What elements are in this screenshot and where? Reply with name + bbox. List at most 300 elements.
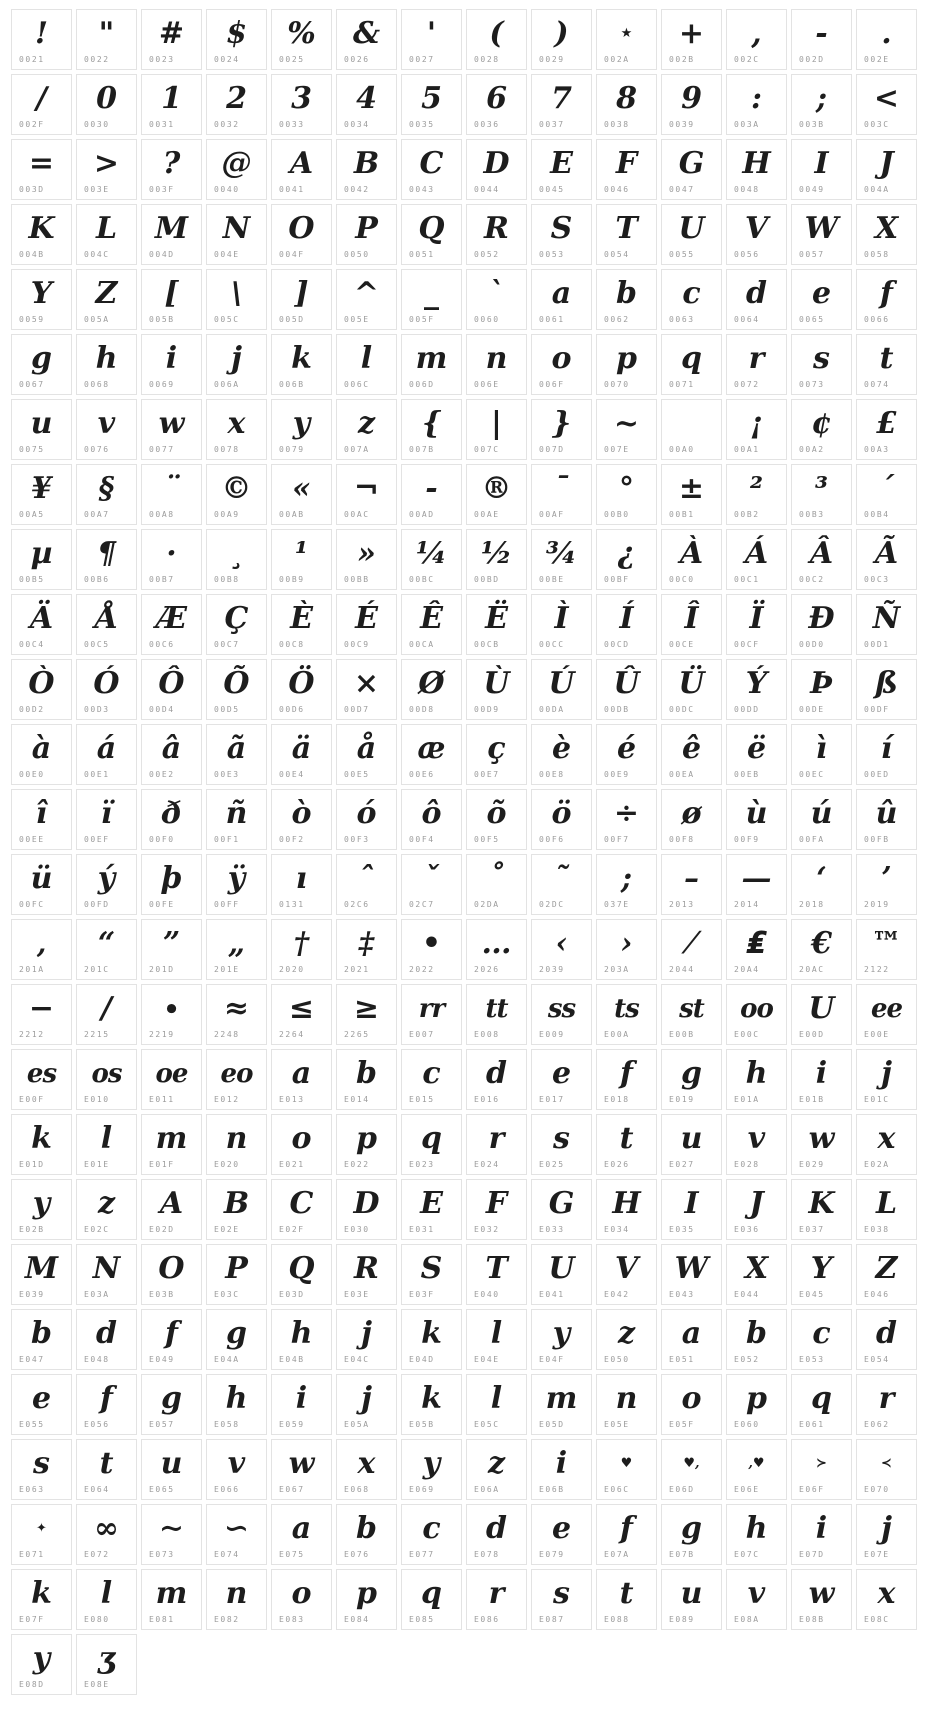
glyph-code-label: 00ED (864, 770, 890, 779)
glyph-code-label: E077 (409, 1550, 435, 1559)
glyph-cell (76, 139, 137, 200)
glyph-cell (11, 399, 72, 460)
glyph-code-label: 00F6 (539, 835, 565, 844)
glyph-cell (401, 74, 462, 135)
glyph-code-label: E01E (84, 1160, 110, 1169)
glyph-cell (856, 1569, 917, 1630)
glyph-code-label: 00C2 (799, 575, 825, 584)
glyph-cell (661, 1439, 722, 1500)
glyph-preview: B (223, 1185, 250, 1221)
glyph-cell (206, 854, 267, 915)
glyph-cell (661, 139, 722, 200)
glyph-cell (76, 789, 137, 850)
glyph-code-label: 00F2 (279, 835, 305, 844)
glyph-cell (271, 919, 332, 980)
glyph-preview: g (226, 1315, 247, 1351)
glyph-code-label: 002E (864, 55, 890, 64)
glyph-code-label: 00A8 (149, 510, 175, 519)
glyph-code-label: 004C (84, 250, 110, 259)
glyph-preview: G (548, 1185, 575, 1221)
glyph-cell (661, 9, 722, 70)
glyph-cell (791, 1049, 852, 1110)
glyph-code-label: E020 (214, 1160, 240, 1169)
glyph-code-label: 00D2 (19, 705, 45, 714)
glyph-cell (271, 1114, 332, 1175)
glyph-code-label: E007 (409, 1030, 435, 1039)
glyph-code-label: 00FF (214, 900, 240, 909)
glyph-preview: ß (875, 665, 898, 701)
glyph-cell (76, 1504, 137, 1565)
glyph-code-label: E085 (409, 1615, 435, 1624)
glyph-preview: V (744, 210, 769, 246)
glyph-preview: g (161, 1380, 182, 1416)
glyph-code-label: 005E (344, 315, 370, 324)
glyph-cell (726, 594, 787, 655)
glyph-cell (336, 139, 397, 200)
glyph-preview: M (24, 1250, 59, 1286)
glyph-cell (271, 1569, 332, 1630)
glyph-preview: d (96, 1315, 117, 1351)
glyph-cell (11, 1114, 72, 1175)
glyph-preview: { (421, 405, 442, 441)
glyph-code-label: 0067 (19, 380, 45, 389)
glyph-preview: ∙ (163, 990, 180, 1026)
glyph-cell (661, 269, 722, 330)
glyph-preview: ♥, (683, 1456, 700, 1471)
glyph-cell (336, 984, 397, 1045)
glyph-preview: L (95, 210, 118, 246)
glyph-cell (726, 269, 787, 330)
glyph-code-label: E058 (214, 1420, 240, 1429)
glyph-cell (336, 1569, 397, 1630)
glyph-cell (596, 9, 657, 70)
glyph-code-label: 00B3 (799, 510, 825, 519)
glyph-code-label: 2248 (214, 1030, 240, 1039)
glyph-code-label: 006A (214, 380, 240, 389)
glyph-preview: h (745, 1055, 768, 1091)
glyph-preview: ù (745, 795, 768, 831)
glyph-code-label: E051 (669, 1355, 695, 1364)
glyph-code-label: 0044 (474, 185, 500, 194)
glyph-cell (336, 74, 397, 135)
glyph-cell (791, 139, 852, 200)
glyph-preview: 8 (616, 80, 637, 116)
glyph-preview: ? (162, 145, 181, 181)
glyph-cell (76, 1374, 137, 1435)
glyph-preview: ' (426, 15, 437, 51)
glyph-cell (141, 1244, 202, 1305)
glyph-code-label: 2044 (669, 965, 695, 974)
glyph-code-label: 00CF (734, 640, 760, 649)
glyph-cell (596, 594, 657, 655)
glyph-cell (206, 984, 267, 1045)
glyph-preview: ‹ (555, 925, 568, 961)
glyph-code-label: 0029 (539, 55, 565, 64)
glyph-code-label: 00B7 (149, 575, 175, 584)
glyph-preview: U (548, 1250, 575, 1286)
glyph-code-label: 00D4 (149, 705, 175, 714)
glyph-cell (531, 1179, 592, 1240)
glyph-code-label: 2019 (864, 900, 890, 909)
glyph-code-label: 0068 (84, 380, 110, 389)
glyph-preview: • (421, 925, 442, 961)
glyph-preview: ts (614, 993, 639, 1024)
glyph-preview: z (617, 1315, 636, 1351)
glyph-preview: 4 (356, 80, 377, 116)
glyph-cell (271, 1504, 332, 1565)
glyph-preview: Ð (808, 600, 835, 636)
glyph-code-label: 00F4 (409, 835, 435, 844)
glyph-code-label: 00CC (539, 640, 565, 649)
glyph-cell (11, 984, 72, 1045)
glyph-code-label: 00DF (864, 705, 890, 714)
glyph-preview: c (422, 1510, 441, 1546)
glyph-preview: D (353, 1185, 380, 1221)
glyph-code-label: E015 (409, 1095, 435, 1104)
glyph-code-label: 0040 (214, 185, 240, 194)
glyph-cell (726, 1309, 787, 1370)
glyph-preview: g (681, 1055, 702, 1091)
glyph-code-label: 00FC (19, 900, 45, 909)
glyph-code-label: 00D6 (279, 705, 305, 714)
glyph-code-label: 0046 (604, 185, 630, 194)
glyph-cell (76, 594, 137, 655)
glyph-preview: s (33, 1445, 50, 1481)
glyph-preview: ä (291, 730, 312, 766)
glyph-cell (271, 854, 332, 915)
glyph-code-label: 00EB (734, 770, 760, 779)
glyph-code-label: 002B (669, 55, 695, 64)
glyph-code-label: E02A (864, 1160, 890, 1169)
glyph-code-label: 00D8 (409, 705, 435, 714)
glyph-code-label: 00E8 (539, 770, 565, 779)
glyph-cell (726, 1504, 787, 1565)
glyph-code-label: 00F3 (344, 835, 370, 844)
glyph-code-label: 2215 (84, 1030, 110, 1039)
glyph-cell (141, 334, 202, 395)
glyph-code-label: E07D (799, 1550, 825, 1559)
glyph-preview: g (681, 1510, 702, 1546)
glyph-cell (206, 464, 267, 525)
glyph-preview: ð (161, 795, 182, 831)
glyph-cell (596, 1114, 657, 1175)
glyph-preview: Ò (28, 665, 55, 701)
glyph-preview: T (485, 1250, 508, 1286)
glyph-preview: R (354, 1250, 379, 1286)
glyph-code-label: 0079 (279, 445, 305, 454)
glyph-preview: u (30, 405, 53, 441)
glyph-code-label: 00CE (669, 640, 695, 649)
glyph-code-label: E047 (19, 1355, 45, 1364)
glyph-cell (76, 984, 137, 1045)
glyph-code-label: E00A (604, 1030, 630, 1039)
glyph-cell (336, 1179, 397, 1240)
glyph-code-label: 00AC (344, 510, 370, 519)
glyph-cell (401, 1179, 462, 1240)
glyph-code-label: 00C5 (84, 640, 110, 649)
glyph-cell (466, 854, 527, 915)
glyph-code-label: E067 (279, 1485, 305, 1494)
glyph-code-label: E06F (799, 1485, 825, 1494)
glyph-code-label: 00EA (669, 770, 695, 779)
glyph-code-label: 00FE (149, 900, 175, 909)
glyph-code-label: 02C6 (344, 900, 370, 909)
glyph-preview: Ï (749, 600, 764, 636)
glyph-preview: X (744, 1250, 769, 1286)
glyph-preview: ³ (814, 470, 829, 506)
glyph-cell (76, 659, 137, 720)
glyph-preview: Y (30, 275, 53, 311)
glyph-code-label: 0057 (799, 250, 825, 259)
glyph-cell (661, 399, 722, 460)
glyph-code-label: E027 (669, 1160, 695, 1169)
glyph-cell (531, 919, 592, 980)
glyph-preview: y (552, 1315, 571, 1351)
glyph-cell (271, 724, 332, 785)
glyph-code-label: 00A2 (799, 445, 825, 454)
glyph-preview: ² (749, 470, 764, 506)
glyph-preview: r (488, 1575, 505, 1611)
glyph-cell (271, 1244, 332, 1305)
glyph-code-label: E021 (279, 1160, 305, 1169)
glyph-cell (271, 74, 332, 135)
glyph-code-label: E07A (604, 1550, 630, 1559)
glyph-code-label: 0051 (409, 250, 435, 259)
glyph-code-label: E024 (474, 1160, 500, 1169)
glyph-code-label: 2021 (344, 965, 370, 974)
glyph-cell (531, 1374, 592, 1435)
glyph-code-label: E054 (864, 1355, 890, 1364)
glyph-cell (141, 1569, 202, 1630)
glyph-preview: c (682, 275, 701, 311)
glyph-code-label: E05A (344, 1420, 370, 1429)
glyph-preview: ê (681, 730, 702, 766)
glyph-code-label: 0024 (214, 55, 240, 64)
glyph-preview: os (91, 1058, 122, 1089)
glyph-cell (726, 9, 787, 70)
glyph-preview: A (289, 145, 314, 181)
glyph-preview: U (808, 990, 835, 1026)
glyph-preview: @ (221, 145, 252, 181)
glyph-cell (856, 464, 917, 525)
glyph-preview: ½ (480, 535, 513, 571)
glyph-cell (791, 1439, 852, 1500)
glyph-cell (271, 1179, 332, 1240)
glyph-cell (76, 1179, 137, 1240)
glyph-cell (11, 1569, 72, 1630)
glyph-preview: - (815, 15, 828, 51)
glyph-preview: ∞ (94, 1510, 119, 1546)
glyph-preview: ⁄ (688, 925, 694, 961)
glyph-code-label: 00BC (409, 575, 435, 584)
glyph-cell (336, 1374, 397, 1435)
glyph-cell (596, 204, 657, 265)
glyph-preview: ≺ (881, 1456, 892, 1471)
glyph-preview: ≻ (816, 1456, 827, 1471)
glyph-preview: Ê (420, 600, 443, 636)
glyph-preview: x (877, 1120, 896, 1156)
glyph-cell (466, 74, 527, 135)
glyph-cell (336, 1244, 397, 1305)
glyph-preview: i (815, 1055, 828, 1091)
glyph-preview: k (31, 1575, 52, 1611)
glyph-code-label: 2026 (474, 965, 500, 974)
glyph-code-label: 0034 (344, 120, 370, 129)
glyph-code-label: 2014 (734, 900, 760, 909)
glyph-preview: o (291, 1575, 312, 1611)
glyph-code-label: 00F7 (604, 835, 630, 844)
glyph-cell (141, 659, 202, 720)
glyph-preview: 6 (486, 80, 507, 116)
glyph-cell (791, 854, 852, 915)
glyph-preview: e (551, 1055, 572, 1091)
glyph-code-label: 00E1 (84, 770, 110, 779)
glyph-preview: , (751, 15, 762, 51)
glyph-preview: v (747, 1575, 766, 1611)
glyph-preview: Â (809, 535, 834, 571)
glyph-code-label: 2013 (669, 900, 695, 909)
glyph-preview: x (357, 1445, 376, 1481)
glyph-preview: 7 (551, 80, 572, 116)
glyph-code-label: 007D (539, 445, 565, 454)
glyph-code-label: E01C (864, 1095, 890, 1104)
glyph-preview: ‚ (36, 925, 47, 961)
glyph-preview: Í (619, 600, 634, 636)
glyph-cell (531, 204, 592, 265)
glyph-cell (726, 659, 787, 720)
glyph-code-label: E025 (539, 1160, 565, 1169)
glyph-cell (661, 659, 722, 720)
glyph-cell (596, 529, 657, 590)
glyph-cell (76, 269, 137, 330)
glyph-code-label: E08E (84, 1680, 110, 1689)
glyph-cell (11, 204, 72, 265)
glyph-cell (466, 1114, 527, 1175)
glyph-preview: ≈ (223, 990, 250, 1026)
glyph-cell (531, 789, 592, 850)
glyph-code-label: E018 (604, 1095, 630, 1104)
glyph-cell (531, 1049, 592, 1110)
glyph-cell (856, 659, 917, 720)
glyph-code-label: E035 (669, 1225, 695, 1234)
glyph-preview: a (291, 1055, 312, 1091)
glyph-preview: a (291, 1510, 312, 1546)
glyph-code-label: 00A0 (669, 445, 695, 454)
glyph-preview: ( (489, 15, 504, 51)
glyph-preview: ™ (871, 925, 902, 961)
glyph-code-label: 00C9 (344, 640, 370, 649)
glyph-cell (11, 1374, 72, 1435)
glyph-cell (401, 529, 462, 590)
glyph-preview: x (877, 1575, 896, 1611)
glyph-preview: ) (554, 15, 569, 51)
glyph-cell (596, 1179, 657, 1240)
glyph-cell (466, 1504, 527, 1565)
glyph-cell (856, 1374, 917, 1435)
glyph-code-label: E048 (84, 1355, 110, 1364)
glyph-cell (206, 529, 267, 590)
glyph-preview: [ (164, 275, 179, 311)
glyph-cell (11, 1439, 72, 1500)
glyph-cell (531, 139, 592, 200)
glyph-cell (206, 1114, 267, 1175)
glyph-code-label: 00FA (799, 835, 825, 844)
glyph-preview: ¸ (229, 535, 244, 571)
glyph-cell (791, 919, 852, 980)
glyph-cell (856, 399, 917, 460)
glyph-code-label: 00B0 (604, 510, 630, 519)
glyph-cell (531, 984, 592, 1045)
glyph-code-label: E06E (734, 1485, 760, 1494)
glyph-code-label: E032 (474, 1225, 500, 1234)
glyph-code-label: 0064 (734, 315, 760, 324)
glyph-code-label: 00B9 (279, 575, 305, 584)
glyph-code-label: 002D (799, 55, 825, 64)
glyph-code-label: E07E (864, 1550, 890, 1559)
glyph-cell (856, 204, 917, 265)
glyph-preview: oo (740, 993, 773, 1024)
glyph-preview: ¹ (294, 535, 309, 571)
glyph-cell (531, 1439, 592, 1500)
glyph-preview: 2 (226, 80, 247, 116)
glyph-code-label: E04E (474, 1355, 500, 1364)
glyph-preview: ¢ (811, 405, 832, 441)
glyph-code-label: 002A (604, 55, 630, 64)
glyph-cell (206, 594, 267, 655)
glyph-preview: - (425, 470, 438, 506)
glyph-cell (76, 9, 137, 70)
glyph-cell (791, 399, 852, 460)
glyph-code-label: 0021 (19, 55, 45, 64)
glyph-cell (271, 269, 332, 330)
glyph-preview: = (28, 145, 55, 181)
glyph-cell (206, 139, 267, 200)
glyph-code-label: E066 (214, 1485, 240, 1494)
glyph-cell (336, 1114, 397, 1175)
glyph-preview: r (878, 1380, 895, 1416)
glyph-preview: ã (226, 730, 247, 766)
glyph-preview: j (361, 1315, 372, 1351)
glyph-cell (141, 594, 202, 655)
glyph-code-label: 00E2 (149, 770, 175, 779)
glyph-preview: á (96, 730, 117, 766)
glyph-code-label: 02DC (539, 900, 565, 909)
glyph-preview: f (100, 1380, 113, 1416)
glyph-cell (856, 9, 917, 70)
glyph-code-label: 00DE (799, 705, 825, 714)
glyph-preview: ≤ (288, 990, 315, 1026)
glyph-code-label: E080 (84, 1615, 110, 1624)
glyph-code-label: E00D (799, 1030, 825, 1039)
glyph-code-label: 201A (19, 965, 45, 974)
glyph-preview: ¬ (353, 470, 380, 506)
glyph-preview: æ (417, 730, 446, 766)
glyph-preview: × (353, 665, 380, 701)
glyph-preview: € (811, 925, 832, 961)
glyph-code-label: 00D1 (864, 640, 890, 649)
glyph-code-label: 00AE (474, 510, 500, 519)
glyph-cell (726, 204, 787, 265)
glyph-code-label: 0077 (149, 445, 175, 454)
glyph-preview: Ó (93, 665, 120, 701)
glyph-preview: ♥ (620, 1456, 633, 1471)
glyph-cell (466, 269, 527, 330)
glyph-cell (596, 269, 657, 330)
glyph-code-label: 00F5 (474, 835, 500, 844)
glyph-preview: â (161, 730, 182, 766)
glyph-preview: ‘ (816, 860, 827, 896)
glyph-cell (336, 399, 397, 460)
